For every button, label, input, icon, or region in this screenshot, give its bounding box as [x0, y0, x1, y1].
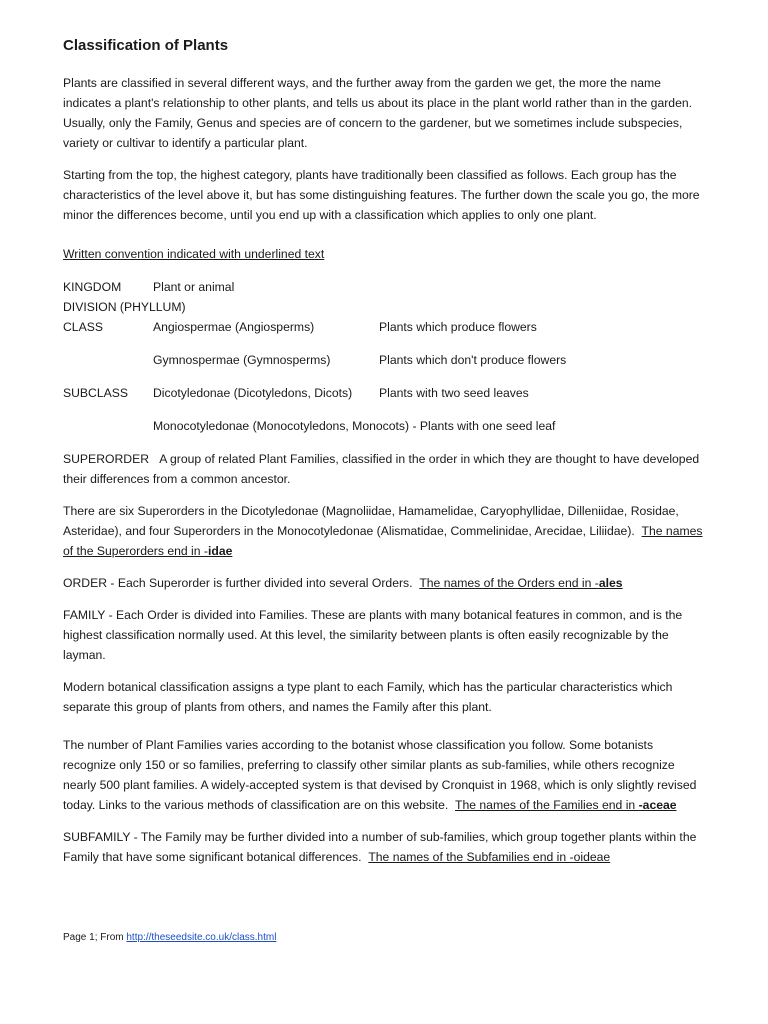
footer-prefix: Page 1; From — [63, 932, 127, 943]
subclass-dicots: Dicotyledonae (Dicotyledons, Dicots) — [153, 386, 353, 400]
page-footer — [63, 930, 276, 946]
class-gymnosperms-desc: Plants which don't produce flowers — [379, 353, 567, 367]
class-angiosperms-desc: Plants which produce flowers — [379, 320, 537, 334]
convention-note: Written convention indicated with underlined text — [63, 247, 325, 261]
division-label: DIVISION (PHYLLUM) — [63, 300, 186, 314]
document-body — [63, 36, 703, 879]
source-link[interactable]: http://theseedsite.co.uk/class.html — [126, 932, 277, 943]
superorder-text: A group of related Plant Families, classified in the order in which they are thought to have developed their differences from a common ancestor. — [63, 452, 700, 486]
superorder-rule: The names of the Superorders end in -idae — [63, 524, 703, 558]
division-row — [63, 297, 703, 317]
subclass-row-2 — [63, 416, 703, 436]
class-row-1 — [63, 317, 703, 337]
superorder-paragraph: There are six Superorders in the Dicotyledonae (Magnoliidae, Hamamelidae, Caryophyllidae, Dilleniidae, Rosidae, Asteridae), and four Superorders in the Monocotyledonae (Alismatidae, Commelinidae, Arecidae, Liliidae). The names of the Superorders end in -idae — [63, 504, 703, 558]
class-label: CLASS — [63, 320, 103, 334]
family-count-paragraph: The number of Plant Families varies according to the botanist whose classification you follow. Some botanists recognize only 150 or so families, preferring to classify other similar plants as sub-families, while others recognize nearly 500 plant families. A widely-accepted system is that devised by Cronquist in 1968, which is only slightly revised today. Links to the various methods of classification are on this website. The names of the Families end in -aceae — [63, 738, 697, 812]
kingdom-label: KINGDOM — [63, 280, 122, 294]
intro-paragraph: Plants are classified in several different ways, and the further away from the garden we get, the more the name indicates a plant's relationship to other plants, and tells us about its place in the plant world rather than in the garden. Usually, only the Family, Genus and species are of concern to the gardener, but we sometimes include subspecies, variety or cultivar to identify a particular plant. — [63, 76, 693, 150]
kingdom-value: Plant or animal — [153, 280, 235, 294]
superorder-definition — [63, 449, 703, 489]
class-row-2 — [63, 350, 703, 370]
class-gymnosperms: Gymnospermae (Gymnosperms) — [153, 353, 331, 367]
class-angiosperms: Angiospermae (Angiosperms) — [153, 320, 315, 334]
order-rule: The names of the Orders end in -ales — [419, 576, 623, 590]
family-type-paragraph: Modern botanical classification assigns a type plant to each Family, which has the particular characteristics which separate this group of plants from others, and names the Family after this plant. — [63, 680, 673, 714]
order-paragraph: ORDER - Each Superorder is further divided into several Orders. The names of the Orders end in -ales — [63, 576, 623, 590]
subclass-dicots-desc: Plants with two seed leaves — [379, 386, 529, 400]
hierarchy-paragraph: Starting from the top, the highest category, plants have traditionally been classified as follows. Each group has the characteristics of the level above it, but has some distinguishing features. The further down the scale you go, the more minor the differences become, until you end up with a classification which applies to only one plant. — [63, 168, 700, 222]
family-paragraph: FAMILY - Each Order is divided into Families. These are plants with many botanical features in common, and is the highest classification normally used. At this level, the similarity between plants is often easily recognizable by the layman. — [63, 608, 683, 662]
kingdom-row — [63, 277, 703, 297]
superorder-label: SUPERORDER — [63, 452, 150, 466]
subclass-row-1 — [63, 383, 703, 403]
document-title: Classification of Plants — [63, 37, 229, 54]
family-rule: The names of the Families end in -aceae — [455, 798, 677, 812]
subfamily-paragraph: SUBFAMILY - The Family may be further divided into a number of sub-families, which group together plants within the Family that have some significant botanical differences. The names of the Subfamilies end in -oideae — [63, 830, 697, 864]
subclass-label: SUBCLASS — [63, 386, 129, 400]
subfamily-rule: The names of the Subfamilies end in -oideae — [368, 850, 611, 864]
subclass-monocots: Monocotyledonae (Monocotyledons, Monocots) - Plants with one seed leaf — [153, 419, 556, 433]
